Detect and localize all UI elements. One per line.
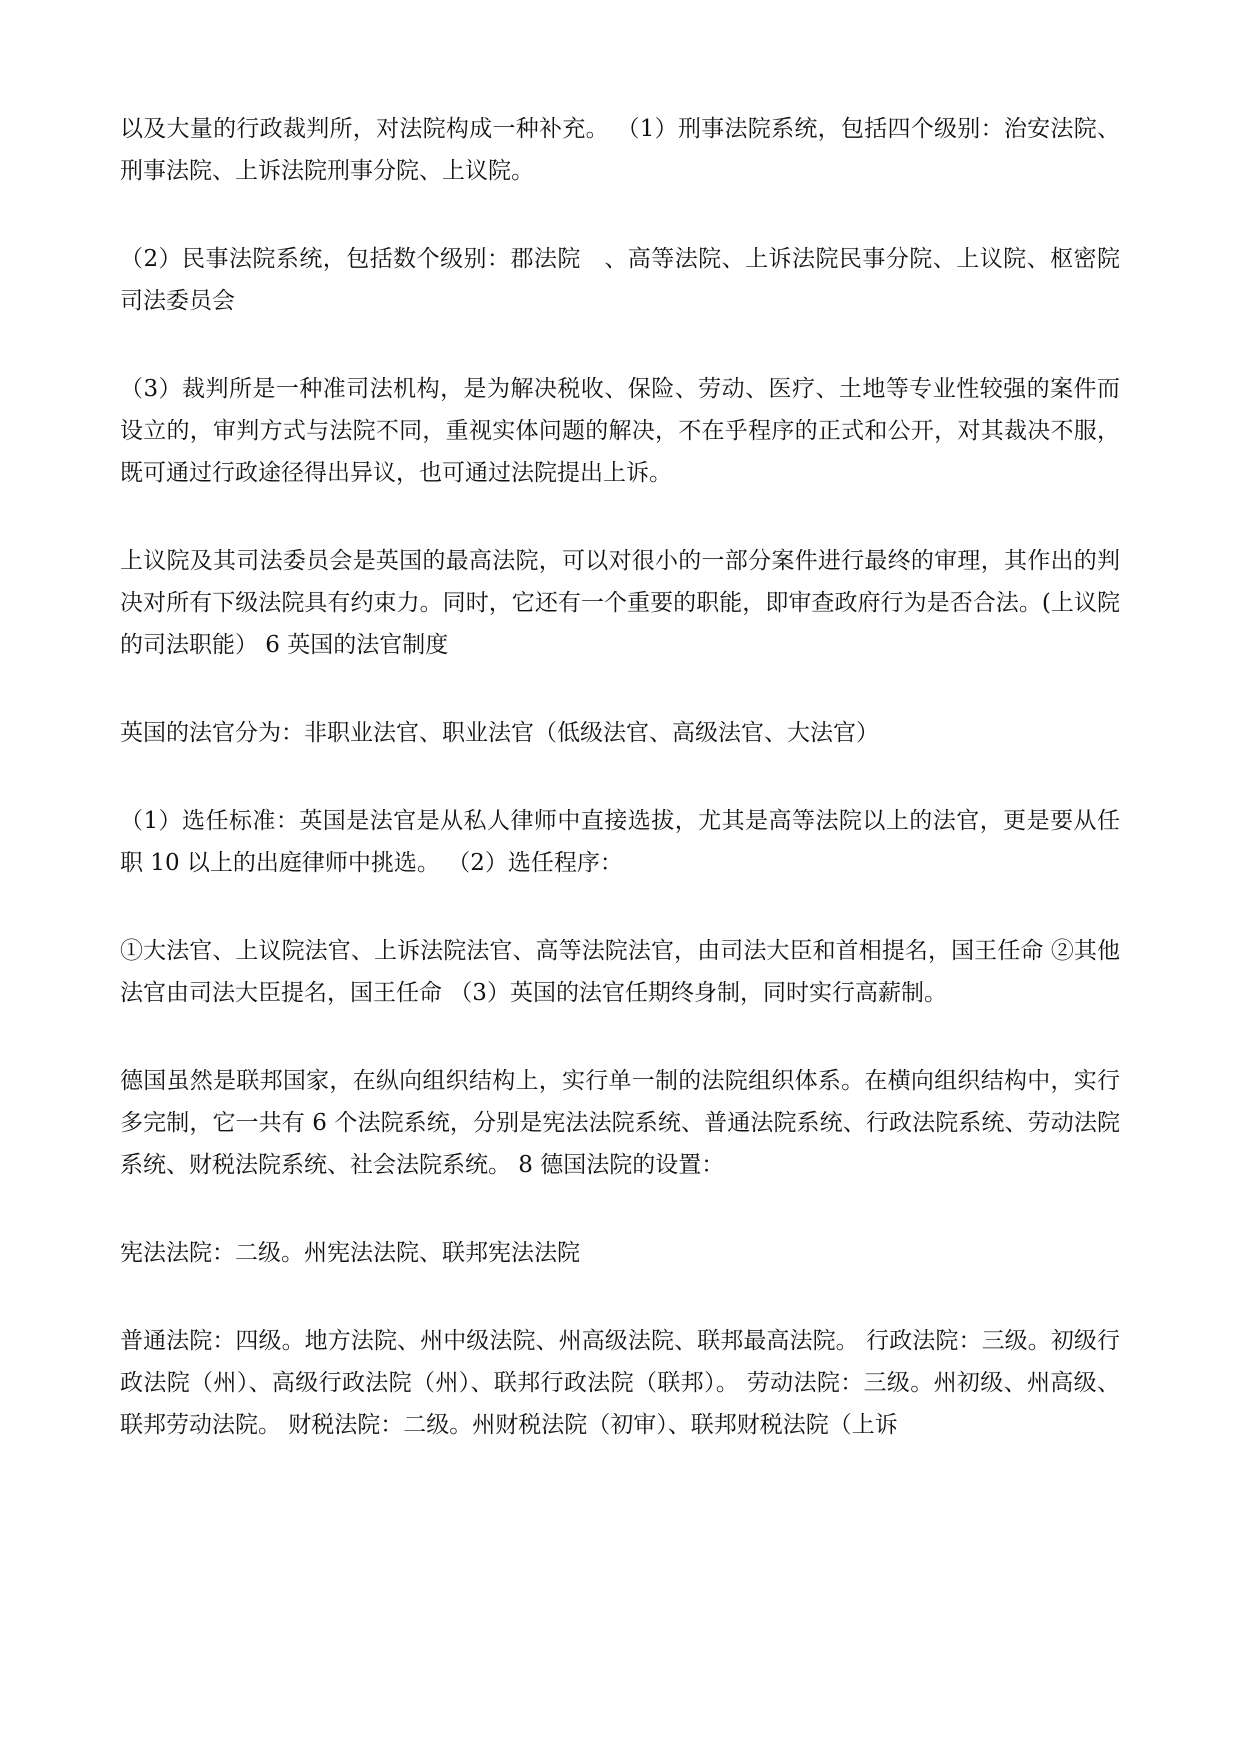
paragraph-2: （2）民事法院系统，包括数个级别：郡法院 、高等法院、上诉法院民事分院、上议院、枢密院司法委员会 [120, 246, 1120, 314]
paragraph-7: ①大法官、上议院法官、上诉法院法官、高等法院法官，由司法大臣和首相提名，国王任命 ②其他法官由司法大臣提名，国王任命 （3）英国的法官任期终身制，同时实行高薪制。 [120, 938, 1120, 1006]
paragraph-8: 德国虽然是联邦国家，在纵向组织结构上，实行单一制的法院组织体系。在横向组织结构中，实行多完制，它一共有 6 个法院系统，分别是宪法法院系统、普通法院系统、行政法院系统、劳动法院系统、财税法院系统、社会法院系统。 8 德国法院的设置： [120, 1068, 1120, 1178]
paragraph-6: （1）选任标准：英国是法官是从私人律师中直接选拔，尤其是高等法院以上的法官，更是要从任职 10 以上的出庭律师中挑选。 （2）选任程序： [120, 808, 1120, 876]
paragraph-4: 上议院及其司法委员会是英国的最高法院，可以对很小的一部分案件进行最终的审理，其作出的判决对所有下级法院具有约束力。同时，它还有一个重要的职能，即审查政府行为是否合法。(上议院的司法职能） 6 英国的法官制度 [120, 548, 1120, 658]
paragraph-5: 英国的法官分为：非职业法官、职业法官（低级法官、高级法官、大法官） [120, 720, 879, 746]
paragraph-10: 普通法院：四级。地方法院、州中级法院、州高级法院、联邦最高法院。 行政法院：三级。初级行政法院（州）、高级行政法院（州）、联邦行政法院（联邦）。 劳动法院：三级。州初级、州高级、联邦劳动法院。 财税法院：二级。州财税法院（初审）、联邦财税法院（上诉 [120, 1328, 1120, 1438]
paragraph-3: （3）裁判所是一种准司法机构，是为解决税收、保险、劳动、医疗、土地等专业性较强的案件而设立的，审判方式与法院不同，重视实体问题的解决，不在乎程序的正式和公开，对其裁决不服，既可通过行政途径得出异议，也可通过法院提出上诉。 [120, 376, 1120, 486]
document-page [120, 108, 1120, 1446]
paragraph-9: 宪法法院：二级。州宪法法院、联邦宪法法院 [120, 1240, 580, 1266]
paragraph-1: 以及大量的行政裁判所，对法院构成一种补充。 （1）刑事法院系统，包括四个级别：治安法院、刑事法院、上诉法院刑事分院、上议院。 [120, 116, 1120, 184]
